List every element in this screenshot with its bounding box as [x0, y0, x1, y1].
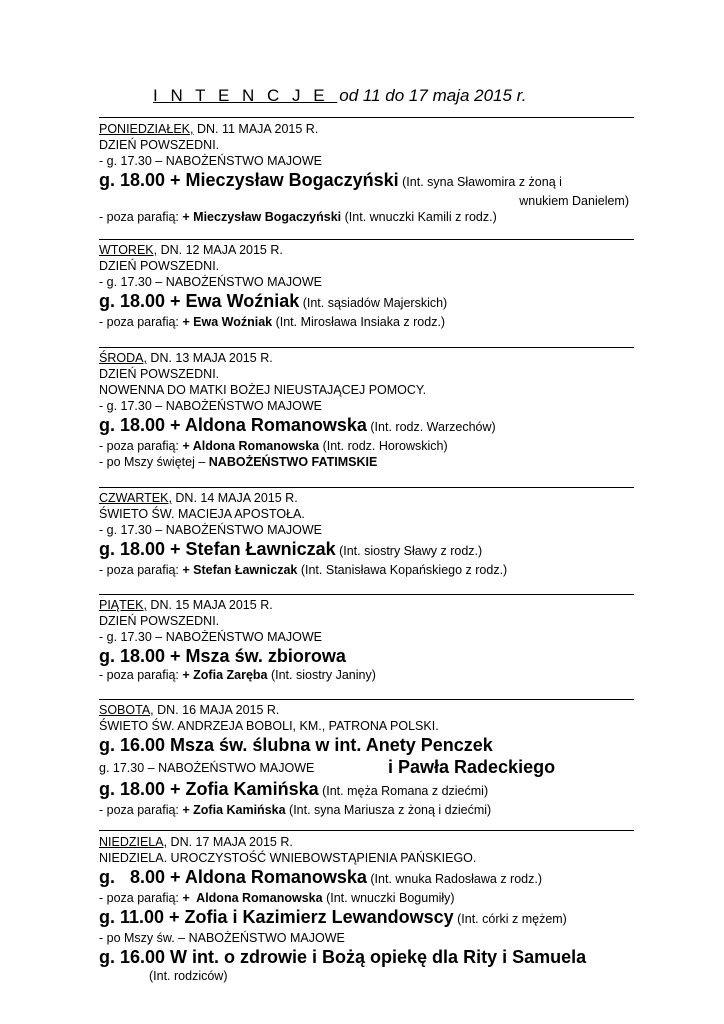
outside-intention: + Mieczysław Bogaczyński: [182, 210, 342, 224]
day-monday: [99, 121, 659, 225]
day-type: NIEDZIELA. UROCZYSTOŚĆ WNIEBOWSTĄPIENIA PAŃSKIEGO.: [99, 851, 477, 865]
outside-note: (Int. Mirosława Insiaka z rodz.): [272, 315, 446, 329]
intention-note-cont: wnukiem Danielem): [519, 194, 629, 208]
day-date: DN. 15 MAJA 2015 R.: [146, 598, 273, 612]
outside-prefix: - poza parafią:: [99, 439, 183, 453]
day-thursday: [99, 490, 659, 578]
outside-intention: + Aldona Romanowska: [182, 891, 323, 905]
title-word: I N T E N C J E: [153, 86, 338, 105]
intention-note: (Int. sąsiadów Majerskich): [299, 296, 448, 310]
service-line: - po Mszy św. – NABOŻEŃSTWO MAJOWE: [99, 931, 345, 945]
service-line: g. 17.30 – NABOŻEŃSTWO MAJOWE: [99, 761, 315, 775]
mass-intention: g. 18.00 + Aldona Romanowska: [99, 415, 367, 435]
service-line: - g. 17.30 – NABOŻEŃSTWO MAJOWE: [99, 630, 322, 644]
day-date: DN. 14 MAJA 2015 R.: [171, 491, 298, 505]
novena-line: NOWENNA DO MATKI BOŻEJ NIEUSTAJĄCEJ POMOCY.: [99, 383, 427, 397]
outside-note: (Int. wnuczki Bogumiły): [322, 891, 455, 905]
outside-intention: + Zofia Kamińska: [182, 803, 286, 817]
day-name: SOBOTA,: [99, 703, 154, 717]
mass-intention: g. 18.00 + Msza św. zbiorowa: [99, 646, 346, 666]
day-date: DN. 13 MAJA 2015 R.: [146, 351, 273, 365]
day-type: DZIEŃ POWSZEDNI.: [99, 138, 220, 152]
outside-prefix: - poza parafią:: [99, 563, 183, 577]
day-date: DN. 17 MAJA 2015 R.: [167, 835, 293, 849]
day-date: DN. 11 MAJA 2015 R.: [193, 122, 319, 136]
outside-intention: + Stefan Ławniczak: [182, 563, 298, 577]
service-line: - g. 17.30 – NABOŻEŃSTWO MAJOWE: [99, 154, 322, 168]
outside-note: (Int. siostry Janiny): [267, 668, 376, 682]
intention-note: (Int. wnuka Radosława z rodz.): [366, 872, 542, 886]
intention-note: (Int. rodziców): [149, 969, 228, 983]
day-name: CZWARTEK,: [99, 491, 172, 505]
divider: [99, 117, 634, 118]
outside-prefix: - poza parafią:: [99, 668, 183, 682]
outside-intention: + Zofia Zaręba: [182, 668, 268, 682]
day-type: DZIEŃ POWSZEDNI.: [99, 259, 220, 273]
mass-intention: g. 18.00 + Stefan Ławniczak: [99, 539, 336, 559]
intention-note: (Int. siostry Sławy z rodz.): [335, 544, 483, 558]
day-name: NIEDZIELA,: [99, 835, 168, 849]
outside-note: (Int. syna Mariusza z żoną i dziećmi): [285, 803, 492, 817]
after-mass-prefix: - po Mszy świętej –: [99, 455, 209, 469]
divider: [99, 347, 634, 348]
day-type: DZIEŃ POWSZEDNI.: [99, 367, 220, 381]
intention-note: (Int. męża Romana z dziećmi): [318, 784, 489, 798]
outside-prefix: - poza parafią:: [99, 891, 183, 905]
service-line: - g. 17.30 – NABOŻEŃSTWO MAJOWE: [99, 399, 322, 413]
day-name: ŚRODA,: [99, 351, 147, 365]
outside-note: (Int. Stanisława Kopańskiego z rodz.): [297, 563, 508, 577]
day-wednesday: [99, 350, 659, 470]
day-name: PIĄTEK,: [99, 598, 147, 612]
outside-intention: + Ewa Woźniak: [182, 315, 273, 329]
page-title: [153, 86, 526, 106]
mass-intention: g. 16.00 W int. o zdrowie i Bożą opiekę dla Rity i Samuela: [99, 947, 587, 967]
day-type: DZIEŃ POWSZEDNI.: [99, 614, 220, 628]
divider: [99, 487, 634, 488]
title-date-range: od 11 do 17 maja 2015 r.: [339, 86, 527, 105]
mass-intention: g. 18.00 + Ewa Woźniak: [99, 291, 300, 311]
outside-note: (Int. wnuczki Kamili z rodz.): [341, 210, 497, 224]
wedding-mass-cont: i Pawła Radeckiego: [388, 757, 556, 777]
after-mass-service: NABOŻEŃSTWO FATIMSKIE: [208, 455, 378, 469]
wedding-mass: g. 16.00 Msza św. ślubna w int. Anety Penczek: [99, 735, 493, 755]
outside-prefix: - poza parafią:: [99, 210, 183, 224]
day-tuesday: [99, 242, 659, 330]
day-type: ŚWIETO ŚW. ANDRZEJA BOBOLI, KM., PATRONA POLSKI.: [99, 719, 439, 733]
outside-note: (Int. rodz. Horowskich): [319, 439, 448, 453]
mass-intention: g. 18.00 + Mieczysław Bogaczyński: [99, 170, 399, 190]
divider: [99, 594, 634, 595]
outside-prefix: - poza parafią:: [99, 803, 183, 817]
day-name: PONIEDZIAŁEK,: [99, 122, 194, 136]
divider: [99, 830, 634, 831]
outside-prefix: - poza parafią:: [99, 315, 183, 329]
mass-intention: g. 8.00 + Aldona Romanowska: [99, 867, 367, 887]
intention-note: (Int. córki z mężem): [453, 912, 567, 926]
divider: [99, 239, 634, 240]
outside-intention: + Aldona Romanowska: [182, 439, 320, 453]
day-friday: [99, 597, 659, 683]
intention-note: (Int. syna Sławomira z żoną i: [398, 175, 562, 189]
service-line: - g. 17.30 – NABOŻEŃSTWO MAJOWE: [99, 523, 322, 537]
divider: [99, 699, 634, 700]
intention-note: (Int. rodz. Warzechów): [366, 420, 496, 434]
day-date: DN. 12 MAJA 2015 R.: [157, 243, 283, 257]
mass-intention: g. 11.00 + Zofia i Kazimierz Lewandowscy: [99, 907, 454, 927]
day-sunday: [99, 834, 659, 984]
day-name: WTOREK,: [99, 243, 158, 257]
service-line: - g. 17.30 – NABOŻEŃSTWO MAJOWE: [99, 275, 322, 289]
day-saturday: [99, 702, 659, 818]
day-type: ŚWIETO ŚW. MACIEJA APOSTOŁA.: [99, 507, 305, 521]
day-date: DN. 16 MAJA 2015 R.: [153, 703, 280, 717]
mass-intention: g. 18.00 + Zofia Kamińska: [99, 779, 319, 799]
